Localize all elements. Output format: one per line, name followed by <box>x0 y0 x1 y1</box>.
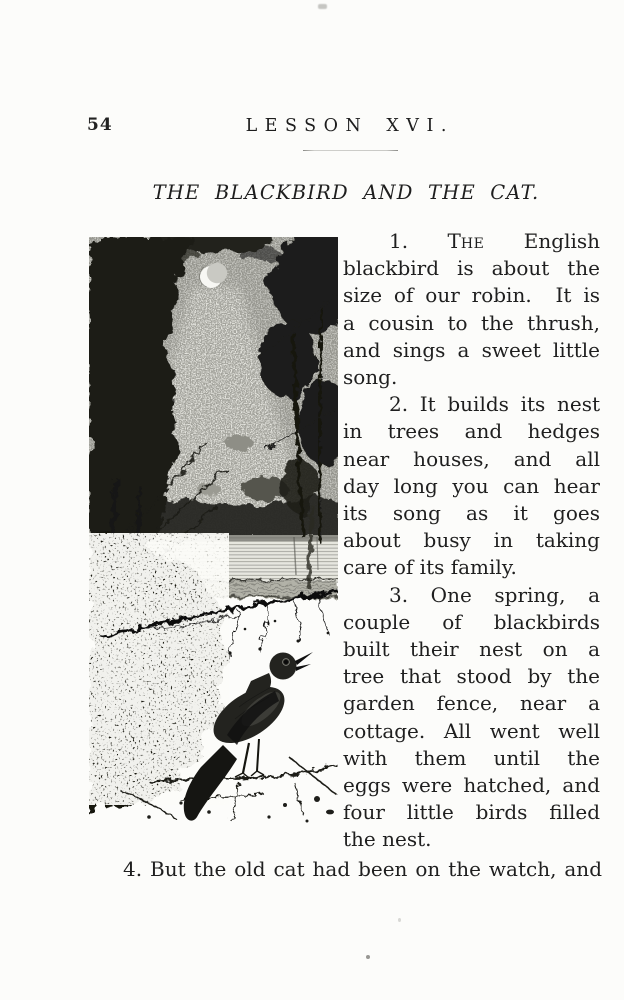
lesson-title: THE BLACKBIRD AND THE CAT. <box>152 181 540 204</box>
text-line: its song as it goes <box>343 501 600 526</box>
text-line: 1. The English <box>389 229 601 253</box>
scan-artifact <box>318 4 327 9</box>
text-line: 2. It builds its nest <box>389 392 600 417</box>
page-number: 54 <box>87 115 113 135</box>
text-line: the nest. <box>343 827 432 852</box>
text-line: eggs were hatched, and <box>343 773 600 798</box>
lesson-text-column <box>343 228 600 854</box>
branch-leaves <box>228 620 329 655</box>
text-line: blackbird is about the <box>343 256 600 281</box>
text-line: garden fence, near a <box>343 691 600 716</box>
text-line: with them until the <box>343 745 600 770</box>
text-line: song. <box>343 365 398 390</box>
text-line: near houses, and all <box>343 446 600 471</box>
text-line: and sings a sweet little <box>343 337 600 362</box>
text-line: about busy in taking <box>343 528 600 553</box>
text-line: tree that stood by the <box>343 664 600 689</box>
scan-artifact <box>398 918 401 922</box>
text-line: couple of blackbirds <box>343 609 600 634</box>
text-line: size of our robin. It is <box>343 283 600 308</box>
text-line: a cousin to the thrush, <box>343 310 600 335</box>
scan-artifact <box>366 955 370 959</box>
lesson-heading: LESSON XVI. <box>245 116 454 136</box>
closing-line: 4. But the old cat had been on the watch, and <box>123 857 602 881</box>
text-line: built their nest on a <box>343 637 600 662</box>
text-line: four little birds filled <box>343 800 600 825</box>
text-line: cottage. All went well <box>343 718 600 743</box>
blackbird-illustration <box>89 237 338 830</box>
text-line: 3. One spring, a <box>389 582 600 607</box>
text-line: day long you can hear <box>343 473 600 498</box>
text-line: care of its family. <box>343 555 517 580</box>
header-rule <box>303 150 398 151</box>
text-line: in trees and hedges <box>343 419 600 444</box>
